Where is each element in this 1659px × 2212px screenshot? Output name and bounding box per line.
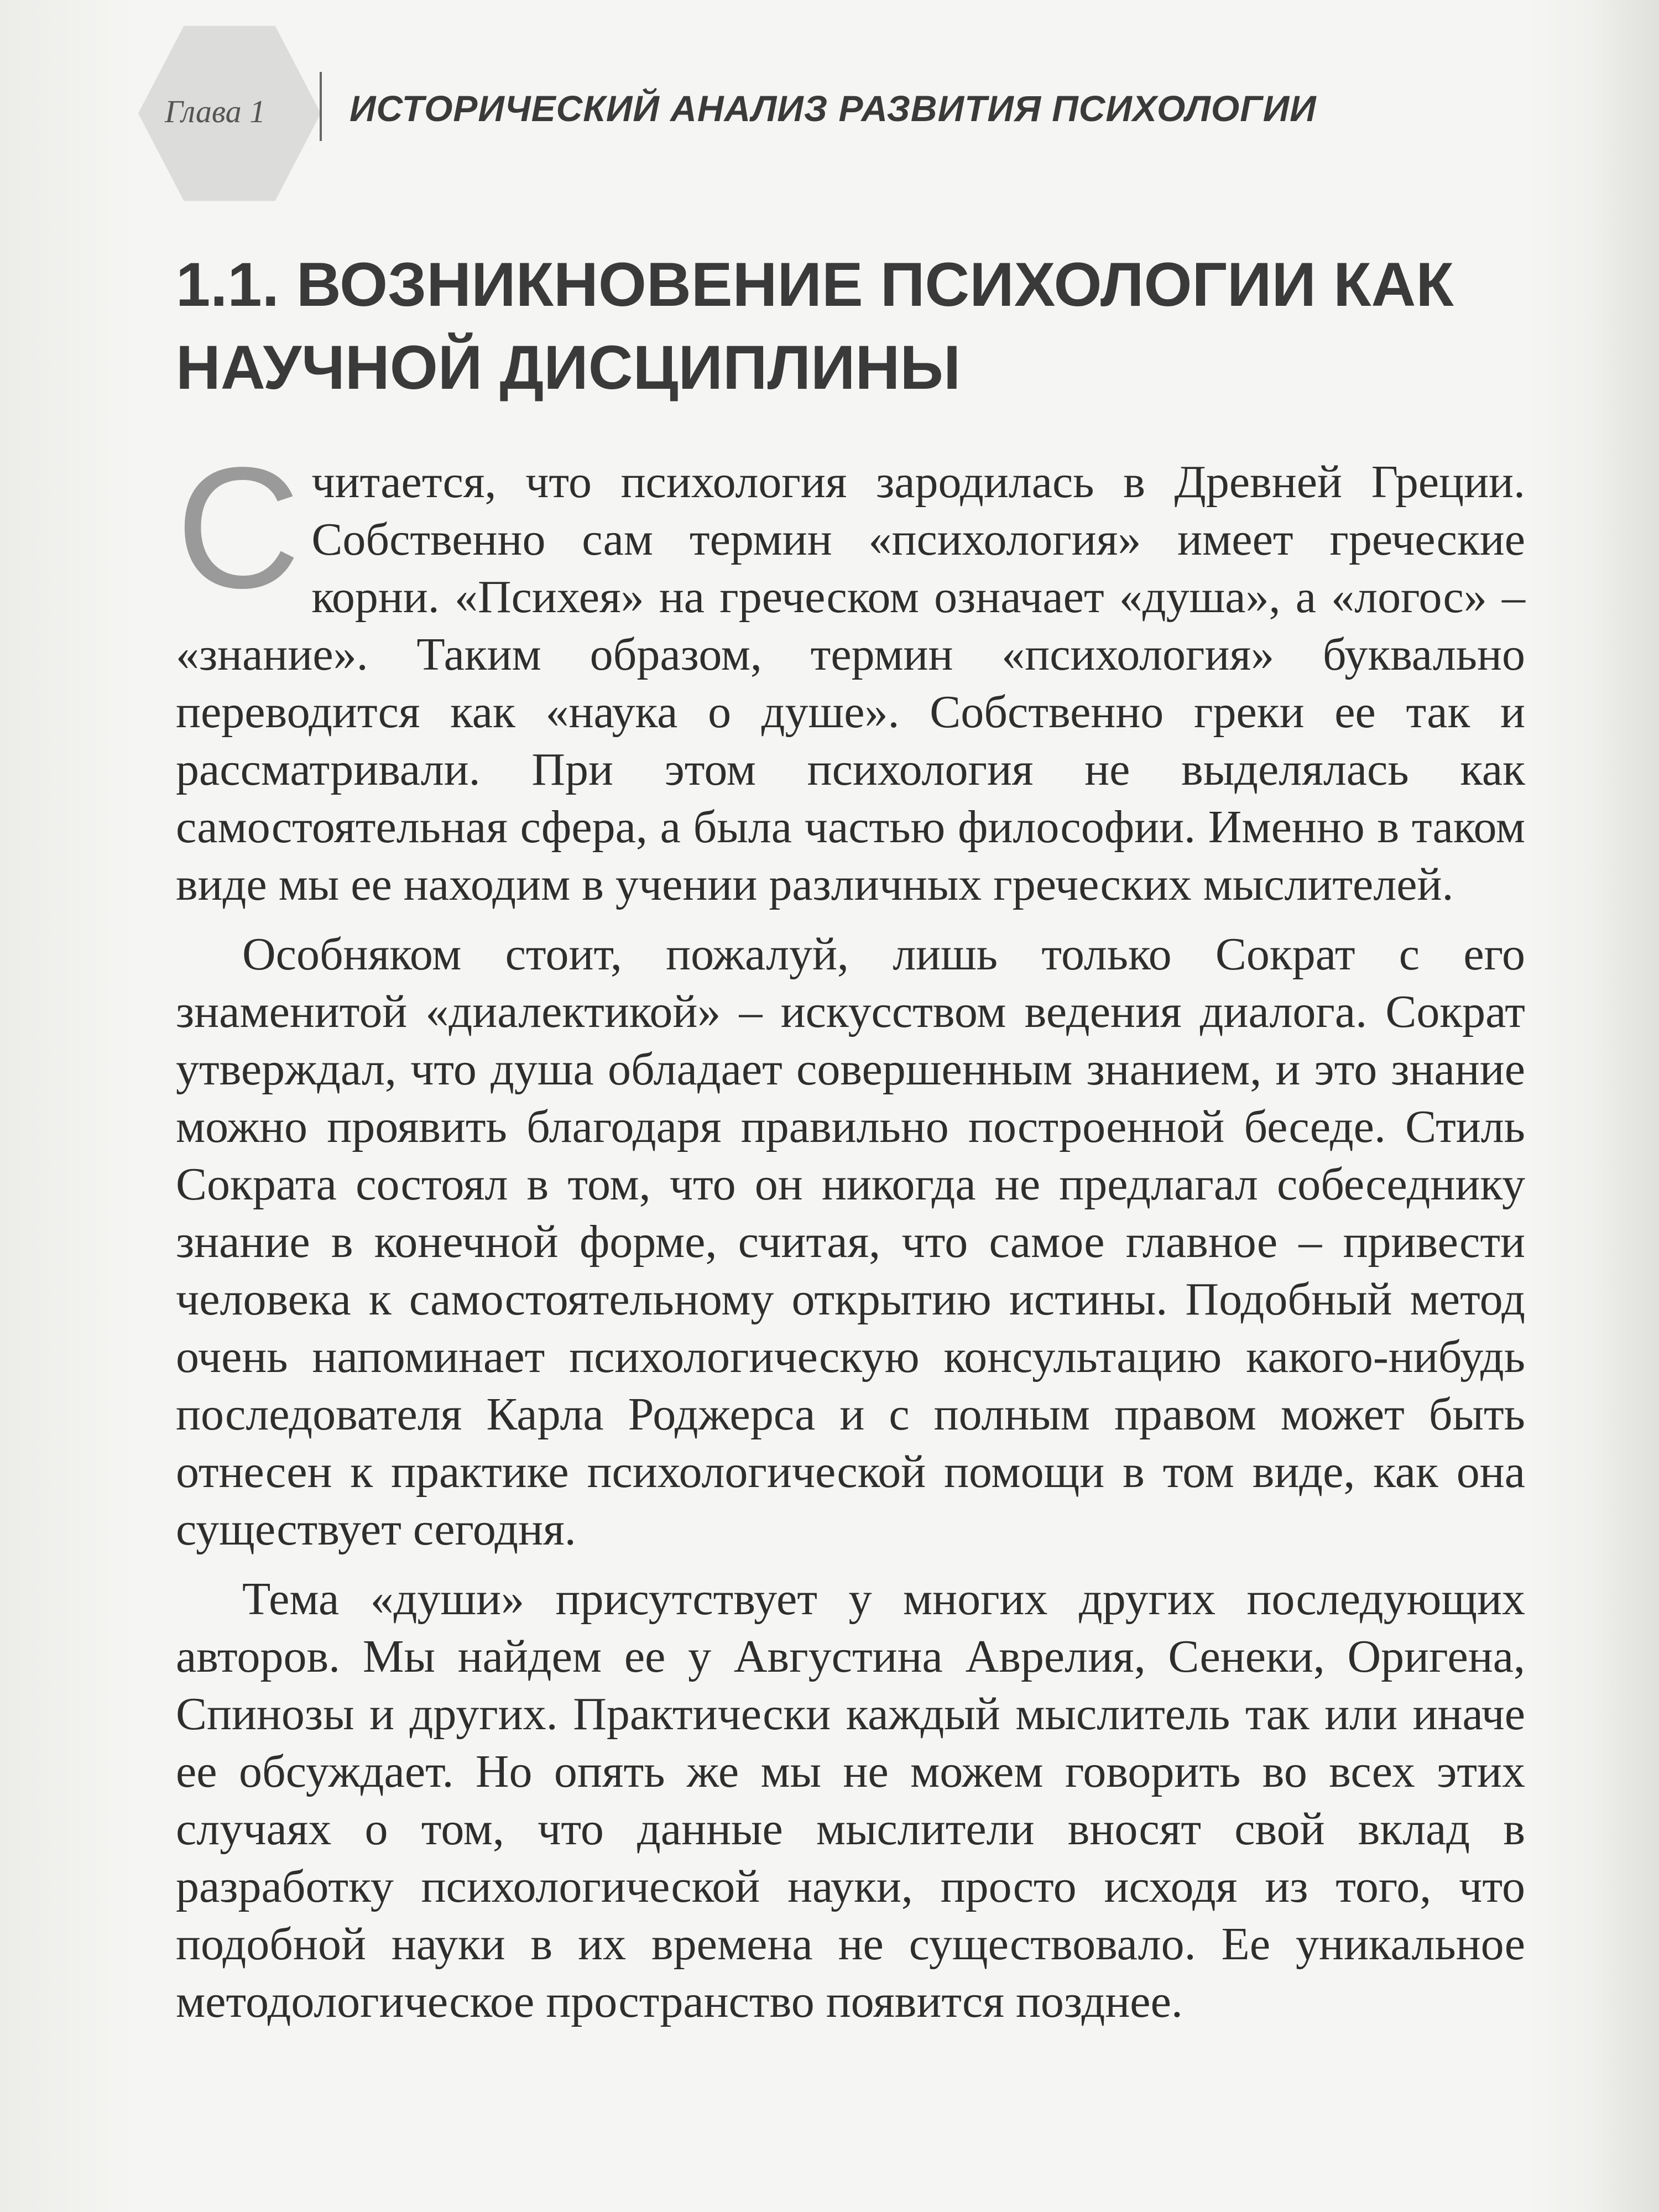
paragraph-1-text: читается, что психология зародилась в Древней Греции. Собственно сам термин «психология» имеет греческие корни. «Психея» на греческом означает «душа», а «логос» – «знание». Таким образом, термин «психология» буквально переводится как «наука о душе». Собственно греки ее так и рассматривали. При этом психология не выделялась как самостоятельная сфера, а была частью философии. Именно в таком виде мы ее находим в учении различных греческих мыслителей.	[176, 456, 1525, 910]
body-text	[176, 432, 1525, 2043]
section-heading: 1.1. ВОЗНИКНОВЕНИЕ ПСИХОЛОГИИ КАК НАУЧНОЙ ДИСЦИПЛИНЫ	[176, 250, 1454, 402]
page-edge-shadow	[1587, 0, 1659, 2212]
paragraph-1	[176, 432, 1525, 914]
header-divider	[320, 72, 322, 141]
chapter-label: Глава 1	[165, 93, 266, 129]
drop-cap: С	[176, 432, 301, 624]
paragraph-3: Тема «души» присутствует у многих других последующих авторов. Мы найдем ее у Августина Аврелия, Сенеки, Оригена, Спинозы и других. Практически каждый мыслитель так или иначе ее обсуждает. Но опять же мы не можем говорить во всех этих случаях о том, что данные мыслители вносят свой вклад в разработку психологической науки, просто исходя из того, что подобной науки в их времена не существовало. Ее уникальное методологическое пространство появится позднее.	[176, 1573, 1525, 2027]
running-title: ИСТОРИЧЕСКИЙ АНАЛИЗ РАЗВИТИЯ ПСИХОЛОГИИ	[349, 88, 1317, 129]
paragraph-2: Особняком стоит, пожалуй, лишь только Сократ с его знаменитой «диалектикой» – искусством ведения диалога. Сократ утверждал, что душа обладает совершенным знанием, и это знание можно проявить благодаря правильно построенной беседе. Стиль Сократа состоял в том, что он никогда не предлагал собеседнику знание в конечной форме, считая, что самое главное – привести человека к самостоятельному открытию истины. Подобный метод очень напоминает психологическую консультацию какого-нибудь последователя Карла Роджерса и с полным правом может быть отнесен к практике психологической помощи в том виде, как она существует сегодня.	[176, 928, 1525, 1555]
